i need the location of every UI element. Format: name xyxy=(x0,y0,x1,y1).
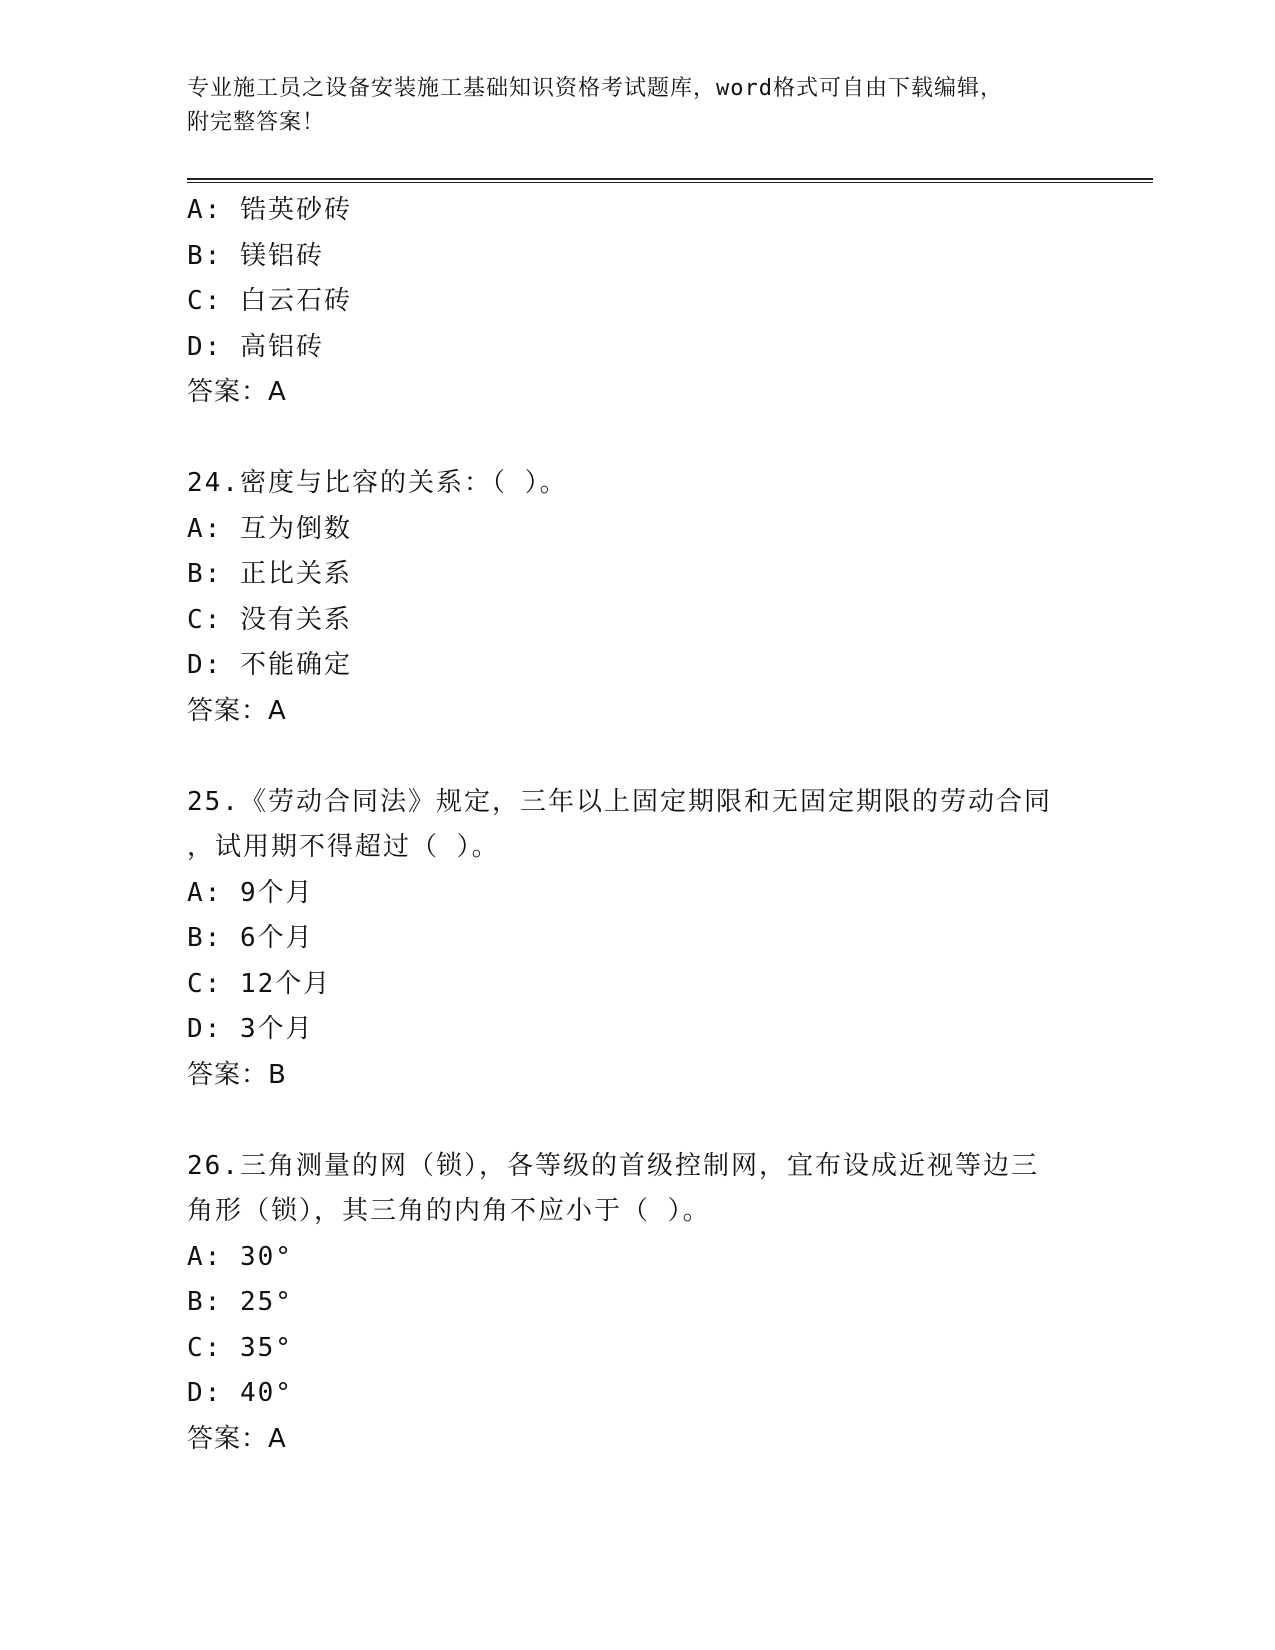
question-stem: 24.密度与比容的关系：（ ）。 xyxy=(187,468,568,498)
option-b: B: 6个月 xyxy=(187,923,314,953)
question-stem-line-2: ，试用期不得超过（ ）。 xyxy=(187,832,500,862)
option-d: D: 不能确定 xyxy=(187,650,352,680)
answer-line: 答案：A xyxy=(187,377,287,407)
question-23 xyxy=(187,188,1087,416)
header-title-line-2: 附完整答案！ xyxy=(187,110,326,135)
question-stem-line-1: 26.三角测量的网（锁），各等级的首级控制网，宜布设成近视等边三 xyxy=(187,1150,1039,1181)
option-b: B: 镁铝砖 xyxy=(187,240,324,271)
option-c: C: 没有关系 xyxy=(187,604,352,635)
spacer xyxy=(187,416,1087,462)
option-d: D: 40° xyxy=(187,1378,293,1408)
question-list xyxy=(187,188,1087,1462)
option-a: A: 9个月 xyxy=(187,877,314,908)
header-divider-thick xyxy=(187,178,1153,180)
option-c: C: 白云石砖 xyxy=(187,286,352,316)
question-24 xyxy=(187,461,1087,734)
option-a: A: 锆英砂砖 xyxy=(187,195,352,225)
option-b: B: 正比关系 xyxy=(187,559,352,589)
option-b: B: 25° xyxy=(187,1287,293,1317)
spacer xyxy=(187,1098,1087,1144)
question-26 xyxy=(187,1144,1087,1463)
option-d: D: 3个月 xyxy=(187,1014,314,1044)
option-d: D: 高铝砖 xyxy=(187,331,324,362)
question-25 xyxy=(187,780,1087,1099)
question-stem-line-1: 25.《劳动合同法》规定，三年以上固定期限和无固定期限的劳动合同 xyxy=(187,786,1052,817)
option-c: C: 35° xyxy=(187,1332,293,1363)
option-c: C: 12个月 xyxy=(187,968,332,999)
answer-line: 答案：A xyxy=(187,695,287,726)
answer-line: 答案：A xyxy=(187,1423,287,1454)
answer-line: 答案：B xyxy=(187,1059,287,1090)
spacer xyxy=(187,734,1087,780)
document-header xyxy=(187,72,1087,140)
header-divider-thin xyxy=(187,182,1153,183)
option-a: A: 30° xyxy=(187,1241,293,1272)
header-title-line-1: 专业施工员之设备安装施工基础知识资格考试题库，word格式可自由下载编辑， xyxy=(187,76,1003,101)
option-a: A: 互为倒数 xyxy=(187,513,352,544)
question-stem-line-2: 角形（锁），其三角的内角不应小于（ ）。 xyxy=(187,1196,711,1226)
